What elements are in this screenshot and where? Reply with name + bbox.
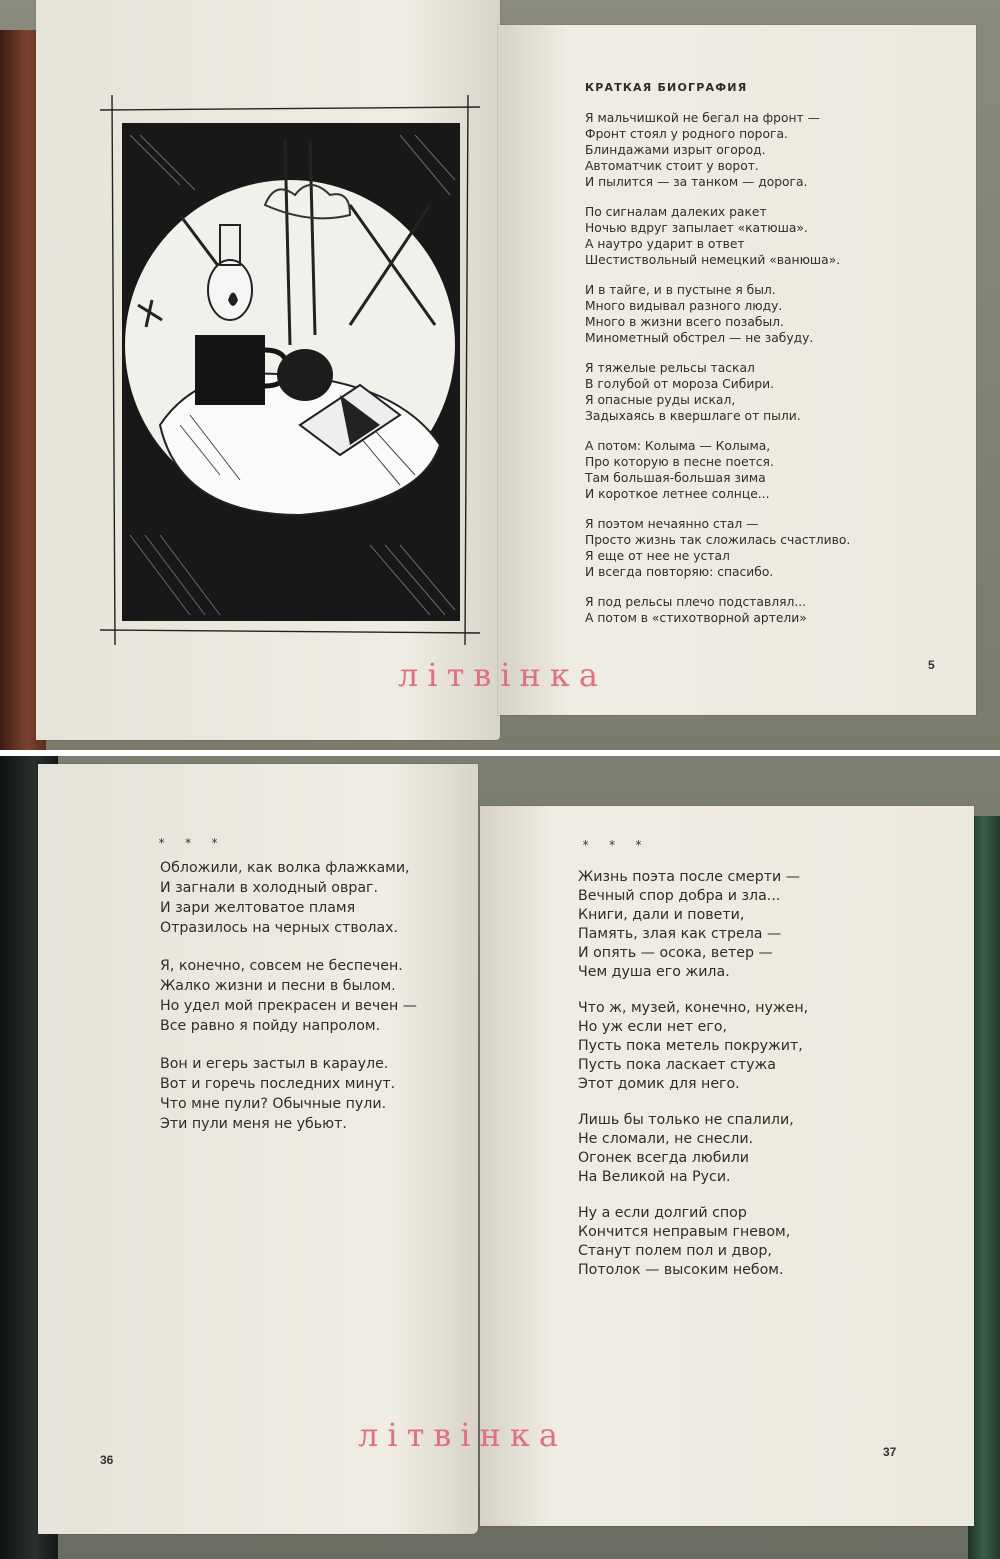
poem-line: Просто жизнь так сложилась счастливо.	[585, 533, 851, 547]
poem-line: Память, злая как стрела —	[578, 926, 782, 942]
poem-line: Вот и горечь последних минут.	[160, 1076, 396, 1092]
stanza-gap	[585, 190, 850, 204]
poem-line: Но удел мой прекрасен и вечен —	[160, 998, 417, 1014]
poem-line: Много видывал разного люду.	[585, 299, 783, 313]
poem-line: И короткое летнее солнце...	[585, 487, 770, 501]
photo-top-spread	[0, 0, 1000, 750]
poem-line: Я еще от нее не устал	[585, 549, 730, 563]
poem-line: Вон и егерь застыл в карауле.	[160, 1056, 389, 1072]
poem-line: Много в жизни всего позабыл.	[585, 315, 784, 329]
poem-line: Про которую в песне поется.	[585, 455, 774, 469]
section-stars: * * *	[582, 838, 649, 852]
stanza-gap	[585, 346, 850, 360]
poem-line: А потом в «стихотворной артели»	[585, 611, 807, 625]
poem-line: Ну а если долгий спор	[578, 1205, 747, 1221]
poem-line: Я опасные руды искал,	[585, 393, 736, 407]
poem-line: По сигналам далеких ракет	[585, 205, 767, 219]
poem-line: Потолок — высоким небом.	[578, 1262, 784, 1278]
page-number: 37	[883, 1445, 897, 1459]
poem-line: Автоматчик стоит у ворот.	[585, 159, 759, 173]
stanza-gap	[585, 580, 850, 594]
poem-line: Блиндажами изрыт огород.	[585, 143, 766, 157]
poem-line: И зари желтоватое пламя	[160, 900, 356, 916]
page-number: 5	[928, 658, 935, 672]
stanza-gap	[160, 1036, 417, 1054]
poem-line: В голубой от мороза Сибири.	[585, 377, 775, 391]
poem-line: Минометный обстрел — не забуду.	[585, 331, 814, 345]
poem-line: Там большая-большая зима	[585, 471, 766, 485]
poem-line: И в тайге, и в пустыне я был.	[585, 283, 776, 297]
poem-line: Огонек всегда любили	[578, 1150, 750, 1166]
poem-line: Все равно я пойду напролом.	[160, 1018, 381, 1034]
poem-line: Жизнь поэта после смерти —	[578, 869, 800, 885]
poem-line: Что мне пули? Обычные пули.	[160, 1096, 387, 1112]
poem-line: Но уж если нет его,	[578, 1019, 728, 1035]
poem-line: Лишь бы только не спалили,	[578, 1112, 794, 1128]
poem-line: Я тяжелые рельсы таскал	[585, 361, 755, 375]
bottom-right-poem	[578, 868, 808, 1280]
stanza-gap	[585, 502, 850, 516]
stanza-gap	[578, 1187, 808, 1204]
poem-line: Я поэтом нечаянно стал —	[585, 517, 759, 531]
poem-line: На Великой на Руси.	[578, 1169, 731, 1185]
poem-line: Я, конечно, совсем не беспечен.	[160, 958, 403, 974]
stanza-gap	[578, 1094, 808, 1111]
poem-line: Чем душа его жила.	[578, 964, 730, 980]
poem-line: Этот домик для него.	[578, 1076, 740, 1092]
poem-line: Вечный спор добра и зла...	[578, 888, 781, 904]
poem-line: Что ж, музей, конечно, нужен,	[578, 1000, 809, 1016]
poem-line: Задыхаясь в квершлаге от пыли.	[585, 409, 801, 423]
poem-line: Жалко жизни и песни в былом.	[160, 978, 396, 994]
stanza-gap	[585, 424, 850, 438]
poem-line: Книги, дали и повети,	[578, 907, 745, 923]
stanza-gap	[578, 982, 808, 999]
poem-line: И всегда повторяю: спасибо.	[585, 565, 774, 579]
poem-line: Я под рельсы плечо подставлял...	[585, 595, 807, 609]
poem-line: А наутро ударит в ответ	[585, 237, 745, 251]
page-number: 36	[100, 1453, 114, 1467]
poem-line: Ночью вдруг запылает «катюша».	[585, 221, 808, 235]
stanza-gap	[585, 268, 850, 282]
poem-line: Станут полем пол и двор,	[578, 1243, 772, 1259]
top-right-poem	[585, 80, 850, 626]
poem-line: И опять — осока, ветер —	[578, 945, 773, 961]
poem-line: И пылится — за танком — дорога.	[585, 175, 808, 189]
poem-line: Пусть пока метель покружит,	[578, 1038, 803, 1054]
section-stars: * * *	[158, 836, 225, 850]
photo-bottom-spread	[0, 756, 1000, 1559]
poem-line: Отразилось на черных стволах.	[160, 920, 399, 936]
bottom-left-poem	[160, 858, 417, 1134]
poem-line: Обложили, как волка флажками,	[160, 860, 410, 876]
poem-title: КРАТКАЯ БИОГРАФИЯ	[585, 81, 748, 94]
poem-line: Не сломали, не снесли.	[578, 1131, 754, 1147]
poem-line: Шестиствольный немецкий «ванюша».	[585, 253, 841, 267]
poem-line: Эти пули меня не убьют.	[160, 1116, 347, 1132]
watermark-text: літвінка	[358, 1416, 567, 1454]
poem-line: А потом: Колыма — Колыма,	[585, 439, 771, 453]
poem-line: Фронт стоял у родного порога.	[585, 127, 788, 141]
poem-line: Я мальчишкой не бегал на фронт —	[585, 111, 820, 125]
illustration-ink-still-life	[100, 95, 480, 645]
poem-line: Пусть пока ласкает стужа	[578, 1057, 776, 1073]
stanza-gap	[160, 938, 417, 956]
poem-line: И загнали в холодный овраг.	[160, 880, 379, 896]
poem-line: Кончится неправым гневом,	[578, 1224, 791, 1240]
watermark-text: літвінка	[398, 656, 607, 694]
